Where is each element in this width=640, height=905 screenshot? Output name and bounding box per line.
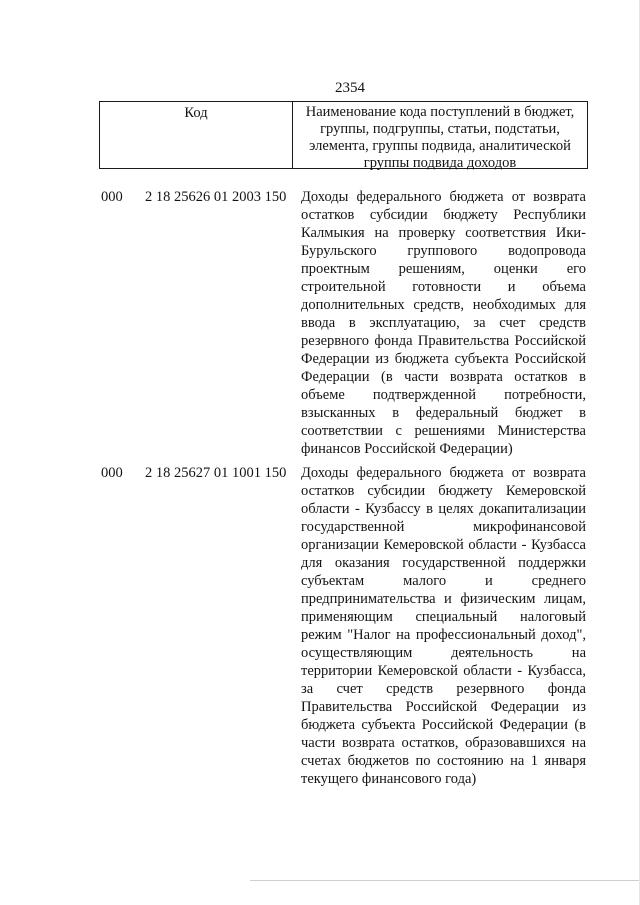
scan-edge-line [250, 880, 640, 881]
header-code-column: Код [100, 102, 293, 168]
header-table [99, 101, 588, 169]
income-code-list [0, 188, 640, 794]
header-name-column: Наименование кода поступлений в бюджет, группы, подгруппы, статьи, подстатьи, элемента, группы подвида, аналитической группы подвида доходов [305, 104, 575, 171]
page-number: 2354 [335, 80, 365, 96]
income-code-description: Доходы федерального бюджета от возврата остатков субсидии бюджету Республики Калмыкия на проверку соответствия Ики-Бурульского группового водопровода проектным решениям, оценки его строительной готовности и объема дополнительных средств, необходимых для ввода в эксплуатацию, за счет средств резервного фонда Правительства Российской Федерации из бюджета субъекта Российской Федерации (в части возврата остатков в объеме подтвержденной потребности, взысканных в федеральный бюджет в соответствии с решениями Министерства финансов Российской Федерации) [301, 189, 586, 457]
income-code-entry [0, 464, 640, 788]
administrator-code: 000 [101, 189, 123, 205]
income-classification-code: 2 18 25627 01 1001 150 [145, 465, 287, 481]
income-code-entry [0, 188, 640, 458]
income-classification-code: 2 18 25626 01 2003 150 [145, 189, 287, 205]
income-code-description: Доходы федерального бюджета от возврата остатков субсидии бюджету Кемеровской области - Кузбассу в целях докапитализации государственной микрофинансовой организации Кемеровской области - Кузбасса для оказания государственной поддержки субъектам малого и среднего предпринимательства и физическим лицам, применяющим специальный налоговый режим "Налог на профессиональный доход", осуществляющим деятельность на территории Кемеровской области - Кузбасса, за счет средств резервного фонда Правительства Российской Федерации из бюджета субъекта Российской Федерации (в части возврата остатков, образовавшихся на счетах бюджетов по состоянию на 1 января текущего финансового года) [301, 465, 586, 787]
administrator-code: 000 [101, 465, 123, 481]
